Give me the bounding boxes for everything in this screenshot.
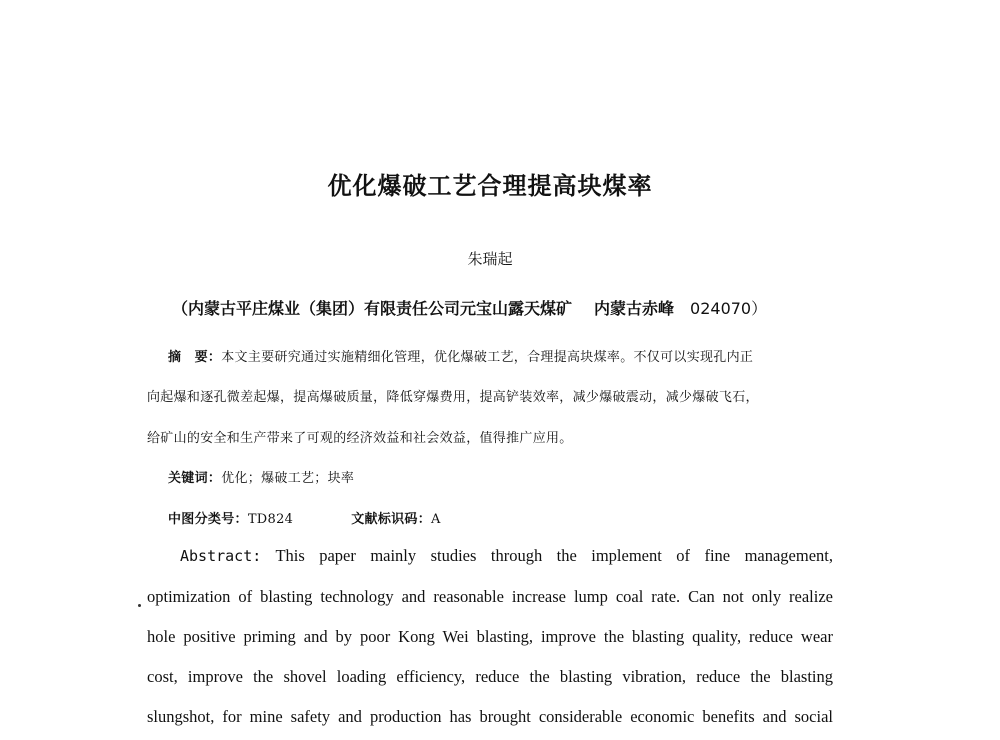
affiliation-postcode: 024070）	[690, 299, 768, 318]
author-name: 朱瑞起	[467, 250, 513, 268]
doc-code-label: 文献标识码：	[351, 512, 432, 527]
abstract-en-text: This paper mainly studies through the implement of fine management,	[275, 546, 833, 565]
abstract-en-text: hole positive priming and by poor Kong Wei blasting, improve the blasting quality, reduce wear	[147, 627, 833, 646]
paper-title: 优化爆破工艺合理提高块煤率	[327, 172, 653, 200]
scan-speck	[138, 604, 141, 607]
abstract-en-line-3	[147, 627, 833, 647]
abstract-zh-line-2	[147, 386, 833, 405]
classification-line	[168, 508, 854, 527]
abstract-zh-text: 本文主要研究通过实施精细化管理，优化爆破工艺，合理提高块煤率。不仅可以实现孔内正	[221, 350, 754, 365]
abstract-zh-line-3	[147, 427, 833, 446]
keywords-label: 关键词：	[168, 471, 222, 486]
abstract-zh-label: 摘 要：	[168, 350, 222, 365]
classification-value: TD824	[247, 512, 294, 527]
doc-code-value: A	[431, 512, 441, 527]
abstract-en-text: optimization of blasting technology and reasonable increase lump coal rate. Can not only realize	[147, 587, 833, 606]
abstract-en-line-2	[147, 587, 833, 607]
affiliation-org: （内蒙古平庄煤业（集团）有限责任公司元宝山露天煤矿	[172, 299, 573, 318]
affiliation-location: 内蒙古赤峰	[594, 299, 675, 318]
abstract-en-text: slungshot, for mine safety and production has brought considerable economic benefits and social	[147, 707, 833, 726]
keywords-line	[168, 467, 854, 486]
classification-label: 中图分类号：	[168, 512, 248, 527]
affiliation	[172, 296, 767, 319]
abstract-en-line-1	[180, 546, 833, 566]
abstract-en-label: Abstract:	[180, 547, 262, 565]
abstract-zh-text: 向起爆和逐孔微差起爆，提高爆破质量，降低穿爆费用，提高铲装效率，减少爆破震动，减少爆破飞石，	[147, 390, 759, 405]
abstract-zh-text: 给矿山的安全和生产带来了可观的经济效益和社会效益，值得推广应用。	[147, 431, 573, 446]
abstract-en-text: cost, improve the shovel loading efficiency, reduce the blasting vibration, reduce the blasting	[147, 667, 833, 686]
abstract-en-line-4	[147, 667, 833, 687]
abstract-zh-line-1	[168, 346, 833, 365]
keywords-value: 优化；爆破工艺；块率	[221, 471, 355, 486]
abstract-en-line-5	[147, 707, 833, 727]
